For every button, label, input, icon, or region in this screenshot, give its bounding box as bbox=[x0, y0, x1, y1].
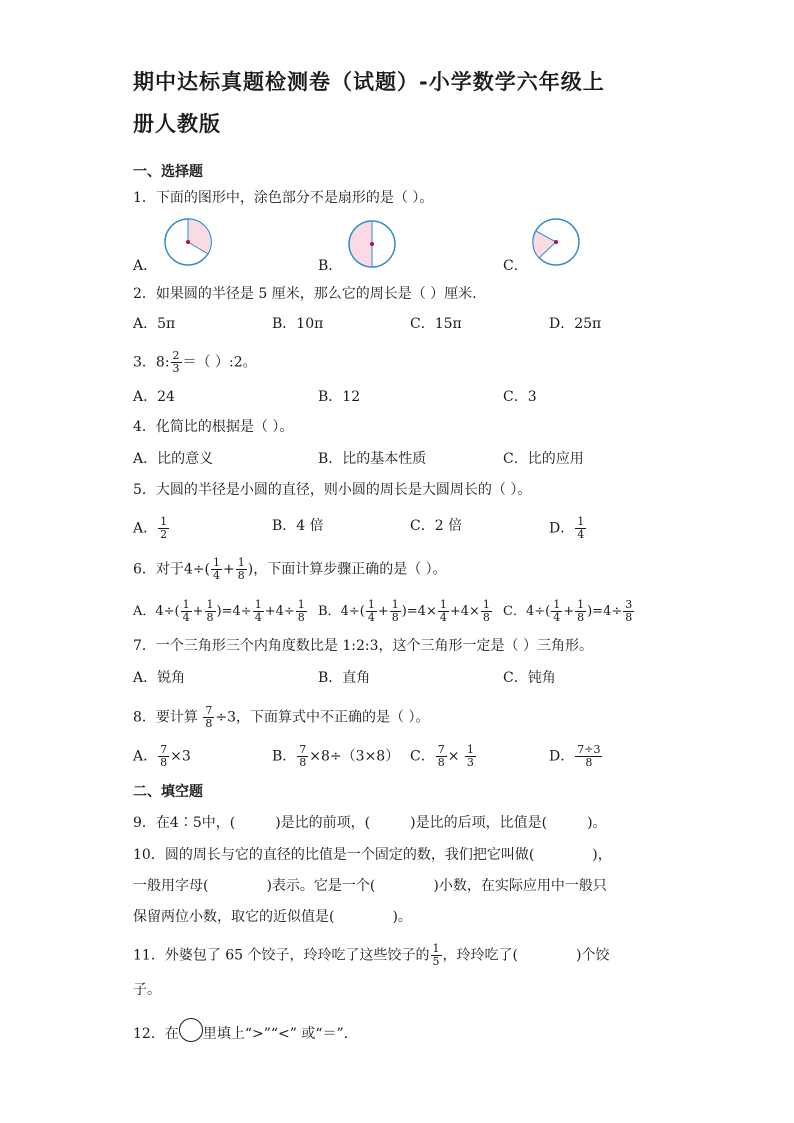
q1-option-c-label: C． bbox=[503, 258, 528, 274]
question-4-stem: 4．化简比的根据是（ ）。 bbox=[133, 419, 294, 435]
section-heading-choice: 一、选择题 bbox=[133, 164, 203, 180]
q8-option-c: C． $\frac{7}{8}$ × $\frac{1}{3}$ bbox=[410, 743, 474, 769]
q3-option-a: A．24 bbox=[133, 389, 175, 405]
question-11-line2: 子。 bbox=[133, 982, 161, 998]
q7-option-c: C．钝角 bbox=[503, 670, 556, 686]
q8-option-d: D． $\frac{7\div 3}{8}$ bbox=[549, 743, 601, 769]
question-5-stem: 5．大圆的半径是小圆的直径，则小圆的周长是大圆周长的（ ）。 bbox=[133, 482, 532, 498]
fraction: $\frac{1}{2}$ bbox=[160, 515, 168, 541]
q2-option-a: A．5π bbox=[133, 316, 176, 332]
q8-option-b: B． $\frac{7}{8}$ ×8÷（3×8） bbox=[272, 743, 400, 769]
question-2-stem: 2．如果圆的半径是 5 厘米，那么它的周长是（ ）厘米. bbox=[133, 286, 477, 302]
fraction: $\frac{1}{4}$ bbox=[577, 515, 585, 541]
question-12: 12．在 里填上“>”“<” 或“＝”. bbox=[133, 1018, 348, 1044]
question-11-line1: 11．外婆包了 65 个饺子，玲玲吃了这些饺子的 $\frac{1}{5}$ ，玲玲吃了( )个饺 bbox=[133, 942, 610, 968]
q1-option-b-label: B． bbox=[318, 258, 343, 274]
q7-option-a: A．锐角 bbox=[133, 670, 186, 686]
q6-option-c: C．4÷( $\frac{1}{4}$ + $\frac{1}{8}$ )=4÷ $\frac{3}{8}$ bbox=[503, 598, 633, 624]
circle-blank-icon[interactable] bbox=[179, 1018, 203, 1042]
q1-option-b-figure bbox=[346, 218, 398, 270]
q2-option-c: C．15π bbox=[410, 316, 462, 332]
q2-option-d: D．25π bbox=[549, 316, 602, 332]
q6-option-a: A．4÷( $\frac{1}{4}$ + $\frac{1}{8}$ )=4÷ $\frac{1}{4}$ +4÷ $\frac{1}{8}$ bbox=[133, 598, 305, 624]
question-10-line1: 10．圆的周长与它的直径的比值是一个固定的数，我们把它叫做( )， bbox=[133, 847, 612, 863]
q4-option-c: C．比的应用 bbox=[503, 451, 584, 467]
question-10-line3: 保留两位小数，取它的近似值是( )。 bbox=[133, 909, 412, 925]
question-6-stem: 6．对于4÷( $\frac{1}{4}$ + $\frac{1}{8}$ )，下面计算步骤正确的是（ ）。 bbox=[133, 556, 447, 582]
q1-option-a-figure bbox=[162, 216, 214, 268]
q7-option-b: B．直角 bbox=[318, 670, 371, 686]
q5-option-c: C．2 倍 bbox=[410, 518, 463, 534]
q5-option-a: A． $\frac{1}{2}$ bbox=[133, 515, 168, 541]
question-10-line2: 一般用字母( )表示。它是一个( )小数，在实际应用中一般只 bbox=[133, 878, 607, 894]
q2-option-b: B．10π bbox=[272, 316, 324, 332]
q6-option-b: B．4÷( $\frac{1}{4}$ + $\frac{1}{8}$ )=4× $\frac{1}{4}$ +4× $\frac{1}{8}$ bbox=[318, 598, 490, 624]
q5-option-d: D． $\frac{1}{4}$ bbox=[549, 515, 585, 541]
fraction: $\frac{2}{3}$ bbox=[172, 349, 180, 375]
q1-option-a-label: A． bbox=[133, 258, 158, 274]
question-3-stem: 3．8: $\frac{2}{3}$ ＝（ ）:2。 bbox=[133, 349, 257, 375]
page-title-line1: 期中达标真题检测卷（试题）-小学数学六年级上 bbox=[133, 70, 605, 94]
q8-option-a: A． $\frac{7}{8}$ ×3 bbox=[133, 743, 191, 769]
question-8-stem: 8．要计算 $\frac{7}{8}$ ÷3，下面算式中不正确的是（ ）。 bbox=[133, 704, 430, 730]
question-9: 9．在4∶5中，( )是比的前项，( )是比的后项，比值是( )。 bbox=[133, 815, 607, 831]
page-title-line2: 册人教版 bbox=[133, 112, 221, 136]
section-heading-fill: 二、填空题 bbox=[133, 784, 203, 800]
q5-option-b: B．4 倍 bbox=[272, 518, 324, 534]
question-7-stem: 7．一个三角形三个内角度数比是 1:2:3，这个三角形一定是（ ）三角形。 bbox=[133, 638, 593, 654]
q1-option-c-figure bbox=[530, 216, 582, 268]
q4-option-a: A．比的意义 bbox=[133, 451, 214, 467]
q3-option-c: C．3 bbox=[503, 389, 537, 405]
q3-option-b: B．12 bbox=[318, 389, 361, 405]
q4-option-b: B．比的基本性质 bbox=[318, 451, 427, 467]
question-1-stem: 1．下面的图形中，涂色部分不是扇形的是（ ）。 bbox=[133, 190, 434, 206]
